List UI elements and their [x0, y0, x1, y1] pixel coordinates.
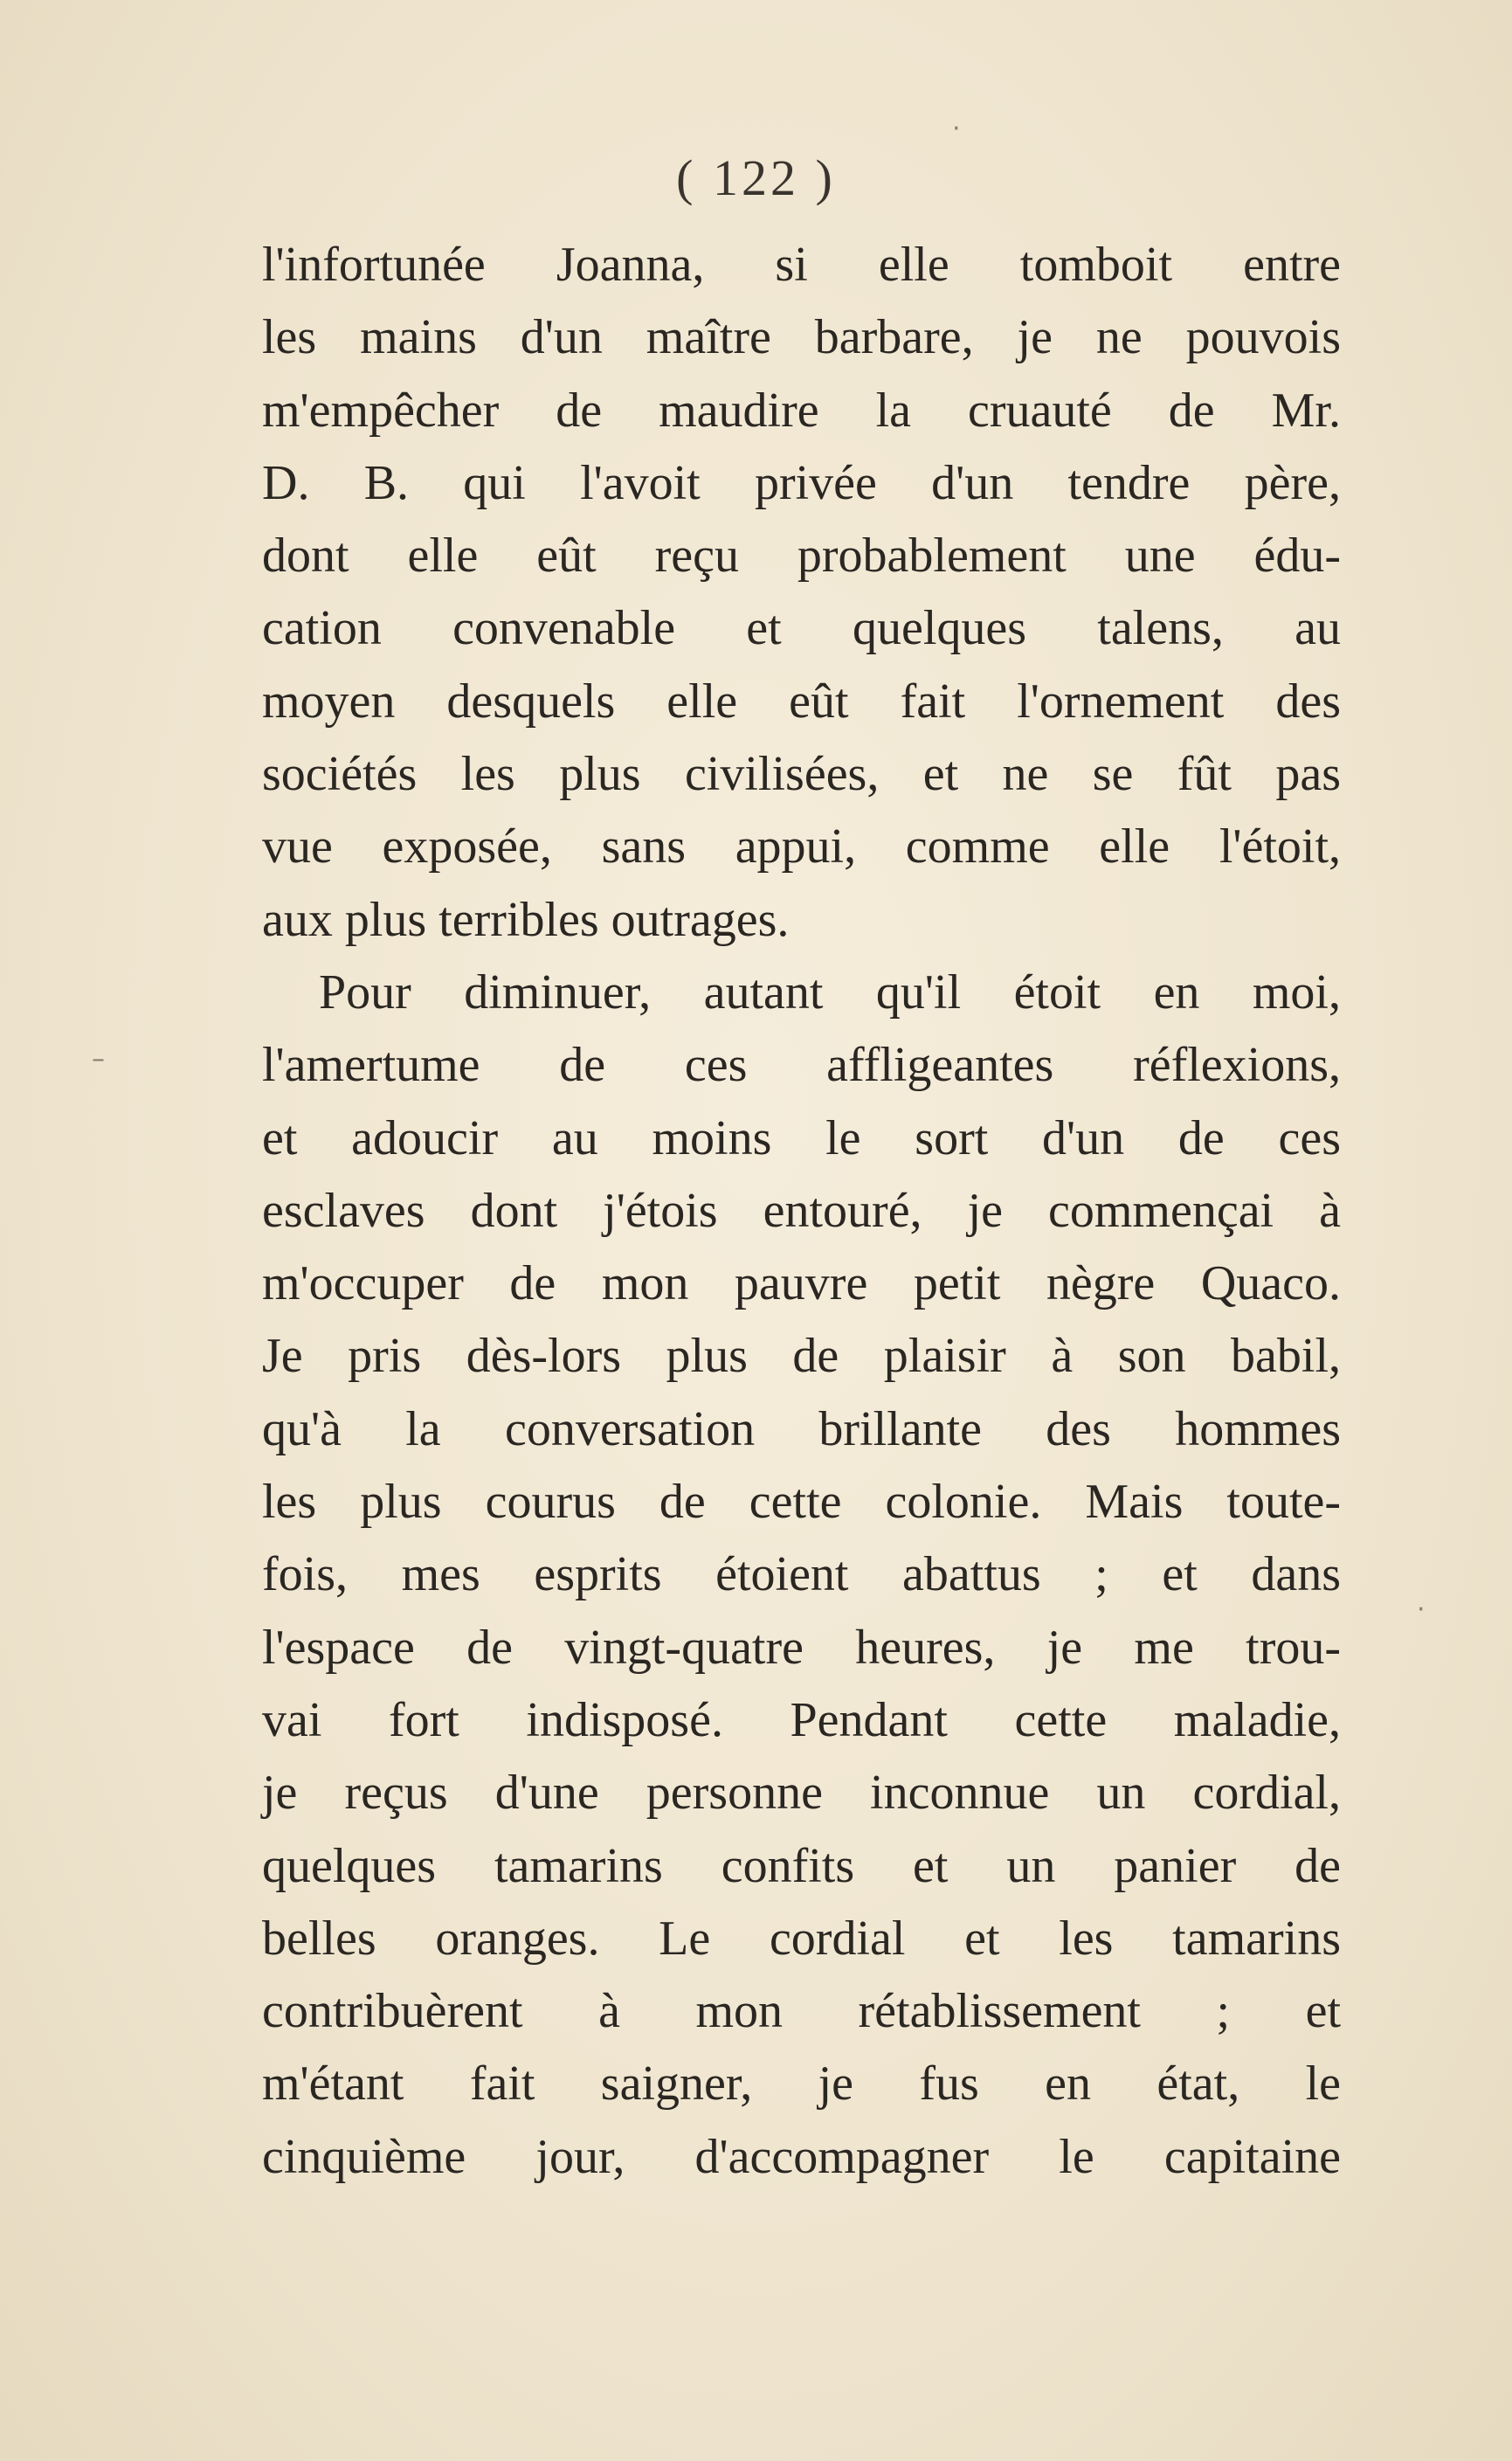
text-line: D. B. qui l'avoit privée d'un tendre père, [262, 455, 1341, 510]
text-line: vai fort indisposé. Pendant cette maladie, [262, 1692, 1341, 1747]
text-line: m'empêcher de maudire la cruauté de Mr. [262, 383, 1341, 438]
text-line: cinquième jour, d'accompagner le capitaine [262, 2129, 1341, 2184]
text-line: je reçus d'une personne inconnue un cordial, [262, 1766, 1341, 1821]
page-number: ( 122 ) [676, 149, 836, 206]
text-line: esclaves dont j'étois entouré, je commençai à [262, 1183, 1341, 1238]
text-line: qu'à la conversation brillante des hommes [262, 1401, 1341, 1456]
margin-dash-mark: – [92, 1044, 105, 1075]
text-line: vue exposée, sans appui, comme elle l'étoit, [262, 819, 1341, 874]
body-text [262, 229, 1341, 2194]
text-line: l'espace de vingt-quatre heures, je me trou- [262, 1620, 1341, 1675]
text-line: m'étant fait saigner, je fus en état, le [262, 2057, 1341, 2112]
text-line: l'amertume de ces affligeantes réflexions, [262, 1038, 1341, 1093]
text-line: moyen desquels elle eût fait l'ornement des [262, 674, 1341, 729]
text-line: cation convenable et quelques talens, au [262, 601, 1341, 656]
text-line: contribuèrent à mon rétablissement ; et [262, 1984, 1341, 2039]
text-line: les mains d'un maître barbare, je ne pouvois [262, 310, 1341, 365]
text-line: belles oranges. Le cordial et les tamarins [262, 1911, 1341, 1966]
text-line: sociétés les plus civilisées, et ne se fût pas [262, 747, 1341, 802]
text-line: l'infortunée Joanna, si elle tomboit entre [262, 238, 1341, 292]
text-line: fois, mes esprits étoient abattus ; et dans [262, 1547, 1341, 1602]
text-line: les plus courus de cette colonie. Mais toute- [262, 1475, 1341, 1530]
margin-dot-mark: · [952, 114, 961, 144]
text-line: dont elle eût reçu probablement une édu- [262, 529, 1341, 584]
text-line: aux plus terribles outrages. [262, 892, 790, 947]
margin-dot-mark: · [1417, 1594, 1426, 1625]
text-line: Pour diminuer, autant qu'il étoit en moi, [319, 964, 1341, 1020]
text-line: m'occuper de mon pauvre petit nègre Quaco. [262, 1256, 1341, 1311]
text-line: quelques tamarins confits et un panier de [262, 1838, 1341, 1893]
text-line: Je pris dès-lors plus de plaisir à son babil, [262, 1329, 1341, 1384]
text-line: et adoucir au moins le sort d'un de ces [262, 1110, 1341, 1165]
